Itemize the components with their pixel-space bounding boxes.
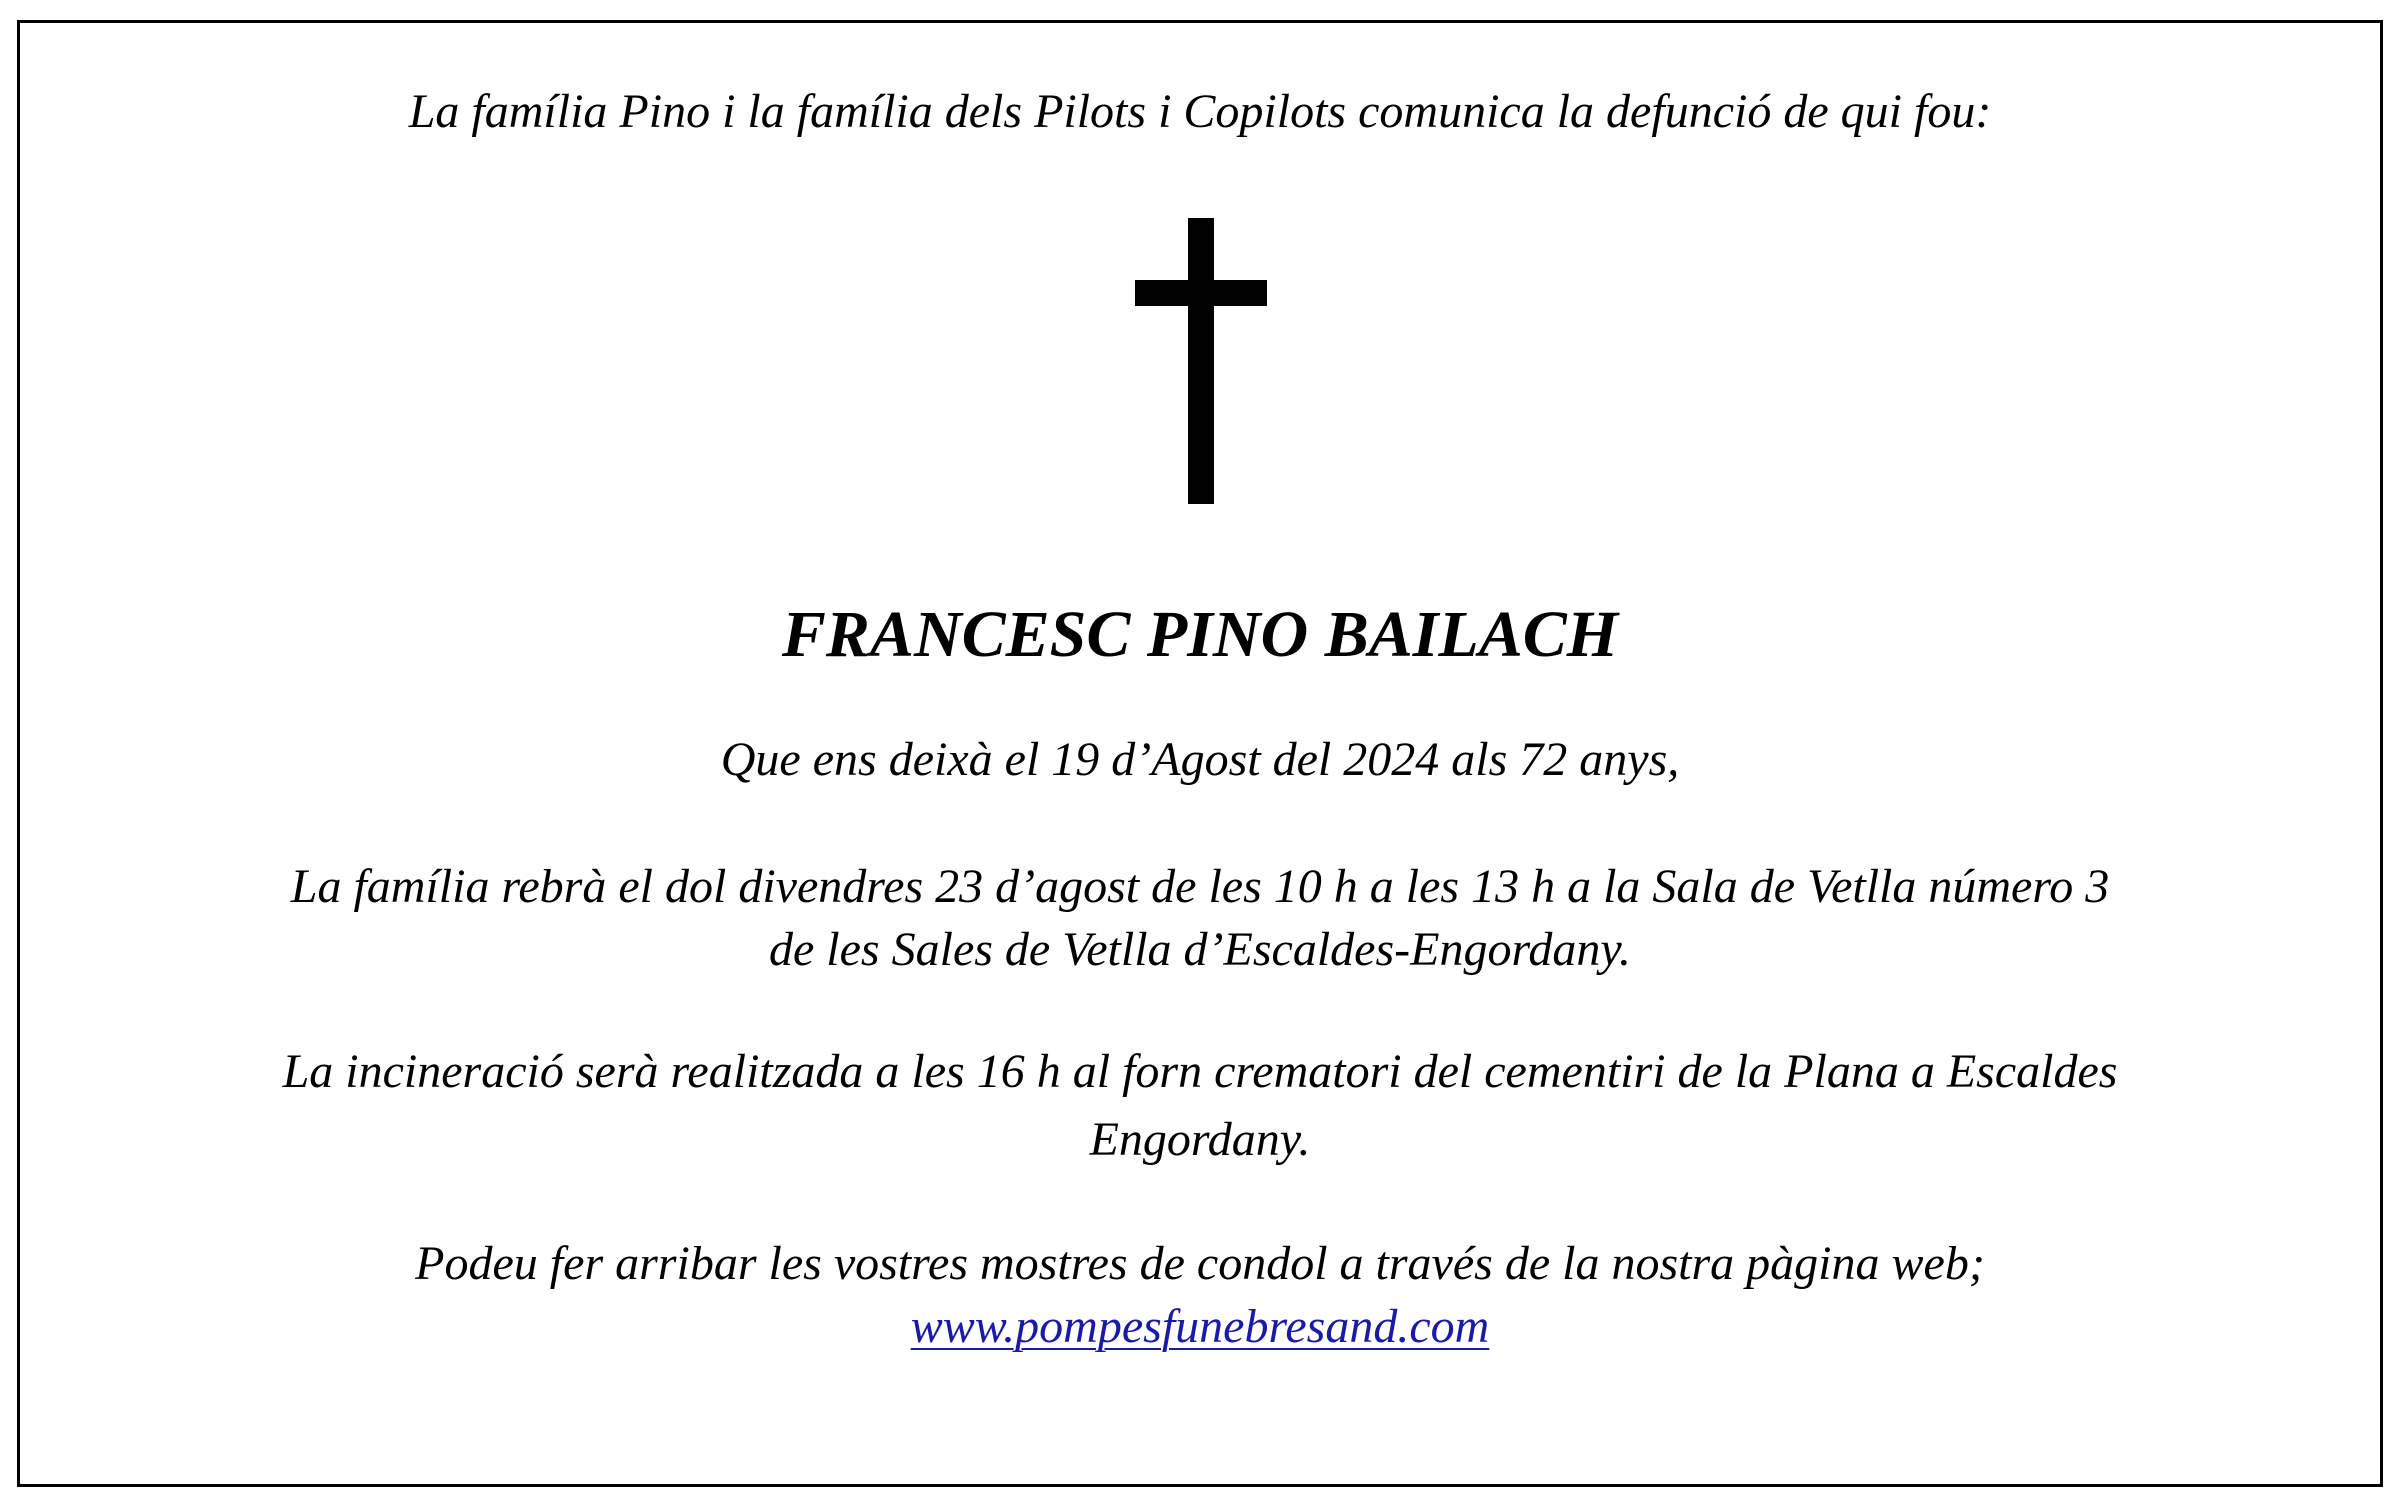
wake-text-line-2: de les Sales de Vetlla d’Escaldes-Engordany. [768, 923, 1632, 976]
cremation-text-line-1: La incineració serà realitzada a les 16 h al forn crematori del cementiri de la Plana a Escaldes [282, 1045, 2118, 1098]
death-date-text: Que ens deixà el 19 d’Agost del 2024 als 72 anys, [720, 733, 1680, 786]
intro-text: La família Pino i la família dels Pilots i Copilots comunica la defunció de qui fou: [408, 85, 1992, 138]
deceased-name: FRANCESC PINO BAILACH [781, 598, 1619, 671]
cremation-text-line-2: Engordany. [1089, 1113, 1311, 1166]
wake-text-line-1: La família rebrà el dol divendres 23 d’agost de les 10 h a les 13 h a la Sala de Vetlla número 3 [290, 860, 2110, 913]
cross-vertical-bar [1188, 218, 1214, 504]
website-line [17, 1295, 2383, 1359]
cross-horizontal-bar [1135, 280, 1267, 306]
website-link[interactable]: www.pompesfunebresand.com [910, 1300, 1490, 1353]
condolences-text: Podeu fer arribar les vostres mostres de condol a través de la nostra pàgina web; [415, 1237, 1985, 1290]
cross-icon [1135, 218, 1267, 504]
